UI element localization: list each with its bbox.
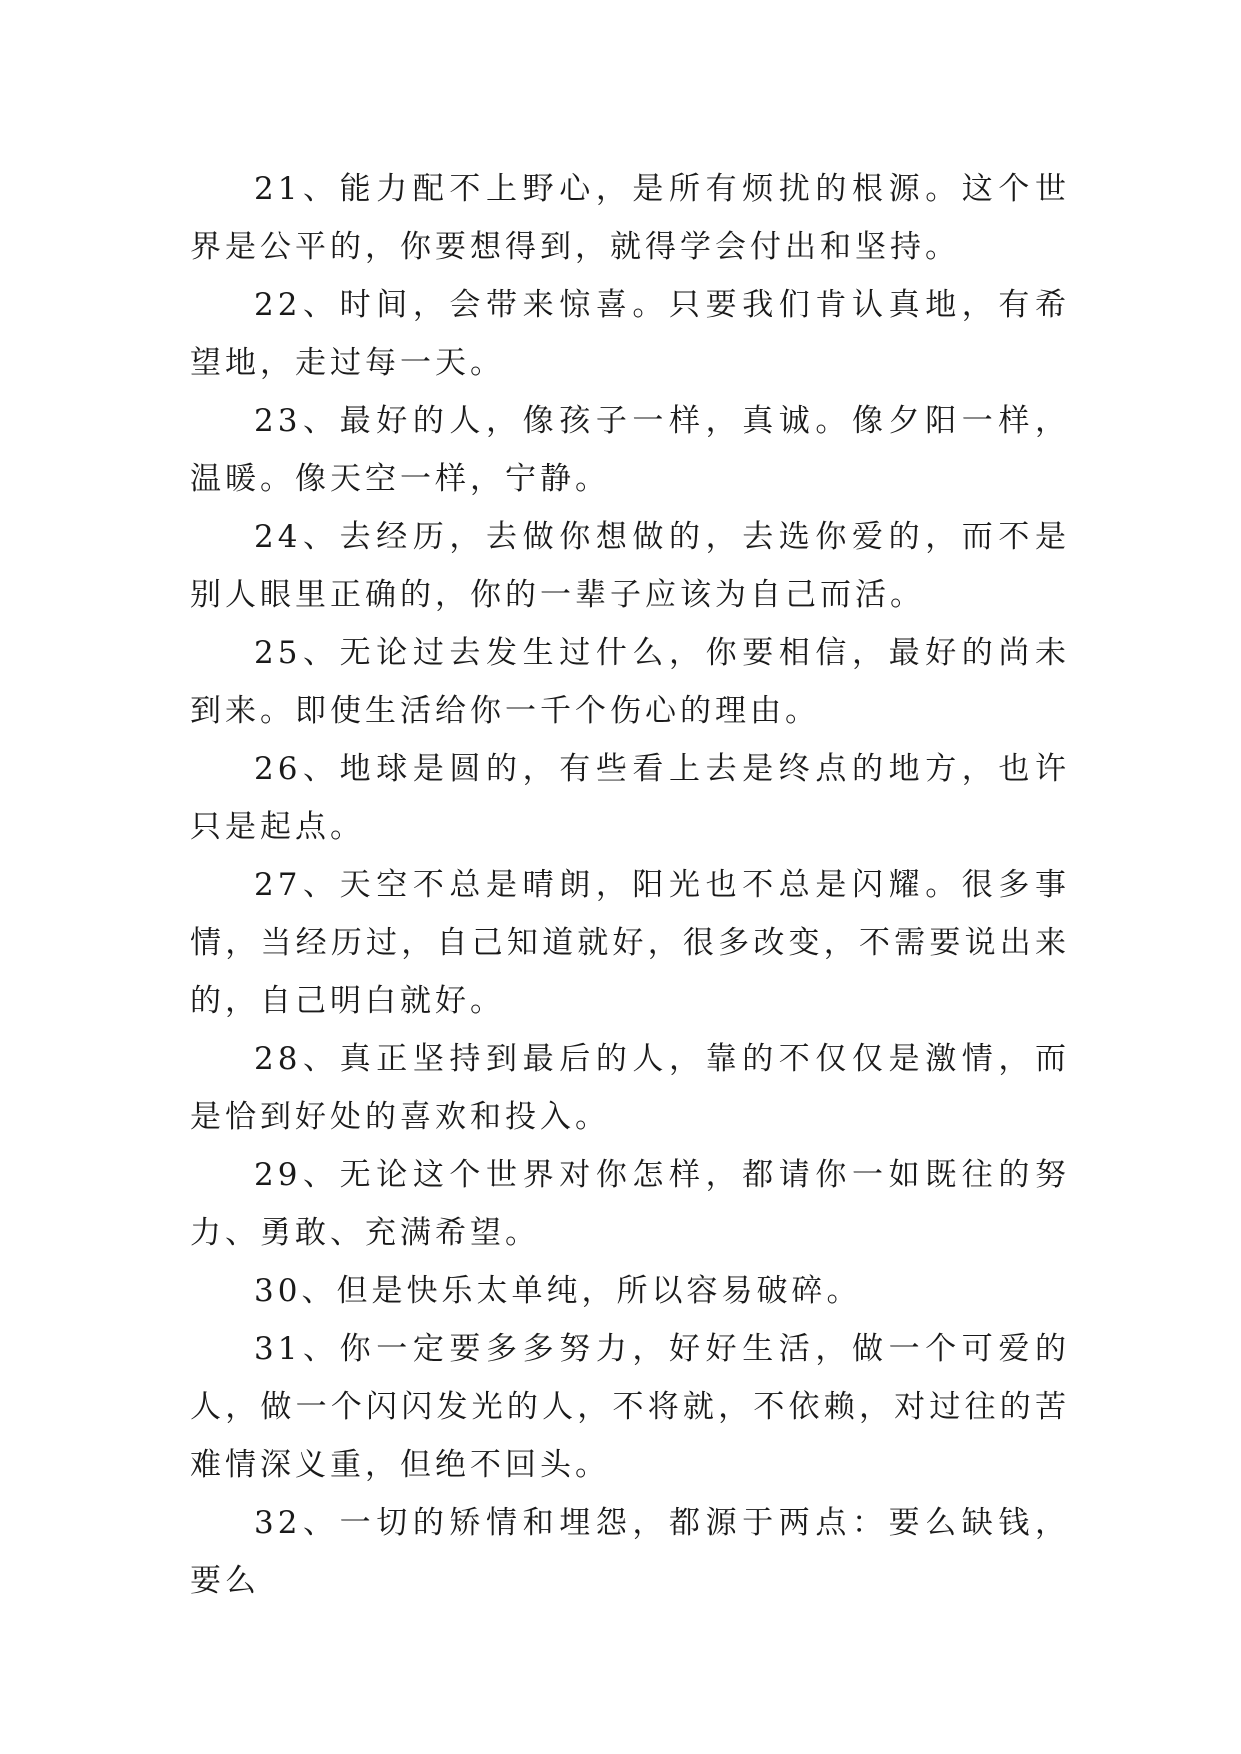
paragraph-30: 30、但是快乐太单纯，所以容易破碎。 [254, 1273, 862, 1309]
paragraph-32: 32、一切的矫情和埋怨，都源于两点：要么缺钱，要么 [190, 1505, 1070, 1599]
paragraph-25: 25、无论过去发生过什么，你要相信，最好的尚未到来。即使生活给你一千个伤心的理由。 [190, 635, 1070, 729]
paragraph-26: 26、地球是圆的，有些看上去是终点的地方，也许只是起点。 [190, 751, 1070, 845]
paragraph-22: 22、时间，会带来惊喜。只要我们肯认真地，有希望地，走过每一天。 [190, 287, 1070, 381]
paragraph-31: 31、你一定要多多努力，好好生活，做一个可爱的人，做一个闪闪发光的人，不将就，不依赖，对过往的苦难情深义重，但绝不回头。 [190, 1331, 1070, 1483]
paragraph-29: 29、无论这个世界对你怎样，都请你一如既往的努力、勇敢、充满希望。 [190, 1157, 1070, 1251]
document-body [190, 160, 1070, 1610]
paragraph-23: 23、最好的人，像孩子一样，真诚。像夕阳一样，温暖。像天空一样，宁静。 [190, 403, 1070, 497]
paragraph-21: 21、能力配不上野心，是所有烦扰的根源。这个世界是公平的，你要想得到，就得学会付出和坚持。 [190, 171, 1070, 265]
paragraph-27: 27、天空不总是晴朗，阳光也不总是闪耀。很多事情，当经历过，自己知道就好，很多改变，不需要说出来的，自己明白就好。 [190, 867, 1070, 1019]
paragraph-28: 28、真正坚持到最后的人，靠的不仅仅是激情，而是恰到好处的喜欢和投入。 [190, 1041, 1070, 1135]
paragraph-24: 24、去经历，去做你想做的，去选你爱的，而不是别人眼里正确的，你的一辈子应该为自己而活。 [190, 519, 1070, 613]
